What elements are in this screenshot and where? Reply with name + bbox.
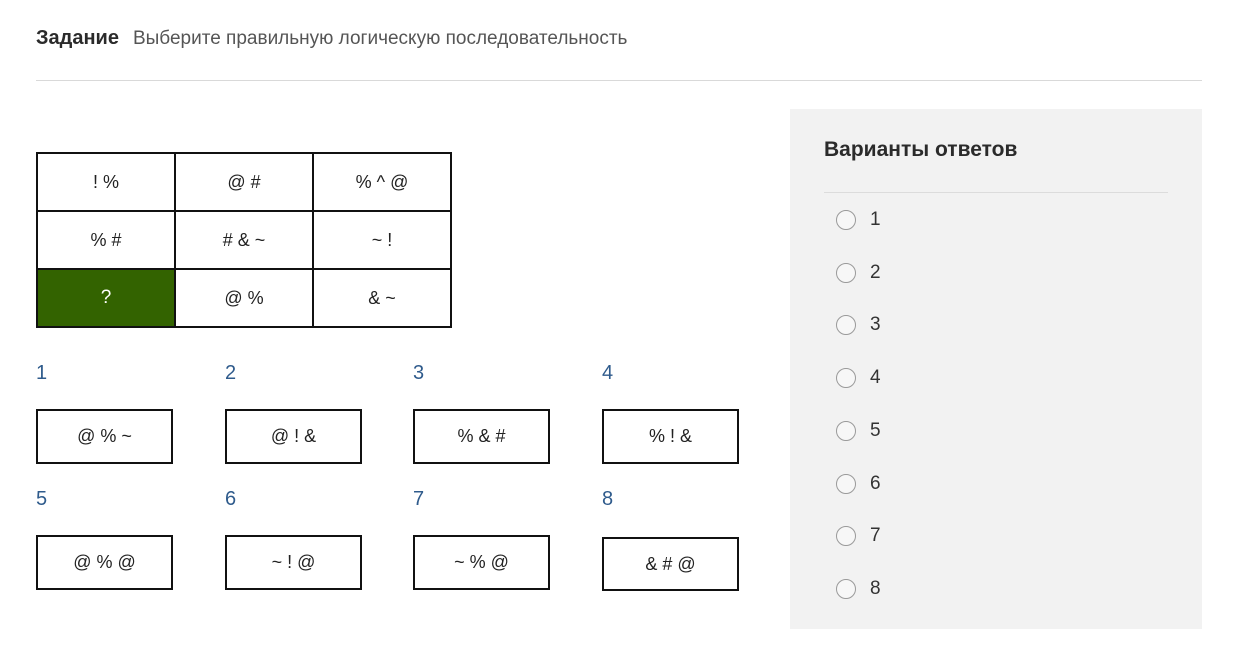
answer-label: 1 bbox=[870, 209, 881, 230]
option-box: @ % ~ bbox=[36, 409, 173, 464]
option-number: 4 bbox=[602, 362, 614, 384]
radio-button[interactable] bbox=[836, 526, 856, 546]
option-number: 6 bbox=[225, 488, 237, 510]
answer-option-4[interactable] bbox=[836, 367, 881, 389]
answer-label: 5 bbox=[870, 420, 881, 441]
grid-cell: # & ~ bbox=[175, 211, 313, 269]
option-box: ~ % @ bbox=[413, 535, 550, 590]
answer-label: 8 bbox=[870, 578, 881, 599]
grid-cell: @ % bbox=[175, 269, 313, 327]
grid-cell: % # bbox=[37, 211, 175, 269]
option-box: ~ ! @ bbox=[225, 535, 362, 590]
radio-button[interactable] bbox=[836, 263, 856, 283]
answer-option-5[interactable] bbox=[836, 420, 881, 442]
grid-row bbox=[37, 269, 451, 327]
radio-button[interactable] bbox=[836, 315, 856, 335]
answer-option-3[interactable] bbox=[836, 314, 881, 336]
radio-button[interactable] bbox=[836, 474, 856, 494]
answers-divider bbox=[824, 192, 1168, 193]
answer-option-8[interactable] bbox=[836, 578, 881, 600]
answers-title: Варианты ответов bbox=[824, 138, 1018, 161]
answer-label: 6 bbox=[870, 473, 881, 494]
task-label: Задание bbox=[36, 27, 119, 49]
grid-cell: ~ ! bbox=[313, 211, 451, 269]
grid-cell-unknown: ? bbox=[37, 269, 175, 327]
answer-option-6[interactable] bbox=[836, 473, 881, 495]
option-number: 8 bbox=[602, 488, 614, 510]
puzzle-grid bbox=[36, 152, 452, 328]
option-number: 7 bbox=[413, 488, 425, 510]
answer-label: 2 bbox=[870, 262, 881, 283]
option-number: 2 bbox=[225, 362, 237, 384]
task-header bbox=[36, 27, 627, 50]
answer-label: 7 bbox=[870, 525, 881, 546]
answer-label: 4 bbox=[870, 367, 881, 388]
option-box: @ ! & bbox=[225, 409, 362, 464]
answer-option-2[interactable] bbox=[836, 262, 881, 284]
grid-row bbox=[37, 211, 451, 269]
option-number: 3 bbox=[413, 362, 425, 384]
answer-label: 3 bbox=[870, 314, 881, 335]
radio-button[interactable] bbox=[836, 210, 856, 230]
radio-button[interactable] bbox=[836, 368, 856, 388]
option-box: % & # bbox=[413, 409, 550, 464]
answer-option-7[interactable] bbox=[836, 525, 881, 547]
answer-option-1[interactable] bbox=[836, 209, 881, 231]
radio-button[interactable] bbox=[836, 421, 856, 441]
grid-row bbox=[37, 153, 451, 211]
answers-panel bbox=[790, 109, 1202, 629]
option-number: 5 bbox=[36, 488, 48, 510]
grid-cell: & ~ bbox=[313, 269, 451, 327]
header-divider bbox=[36, 80, 1202, 81]
radio-button[interactable] bbox=[836, 579, 856, 599]
grid-cell: @ # bbox=[175, 153, 313, 211]
option-box: % ! & bbox=[602, 409, 739, 464]
task-text: Выберите правильную логическую последовательность bbox=[132, 28, 628, 49]
grid-cell: ! % bbox=[37, 153, 175, 211]
grid-cell: % ^ @ bbox=[313, 153, 451, 211]
option-number: 1 bbox=[36, 362, 48, 384]
option-box: & # @ bbox=[602, 537, 739, 591]
option-box: @ % @ bbox=[36, 535, 173, 590]
